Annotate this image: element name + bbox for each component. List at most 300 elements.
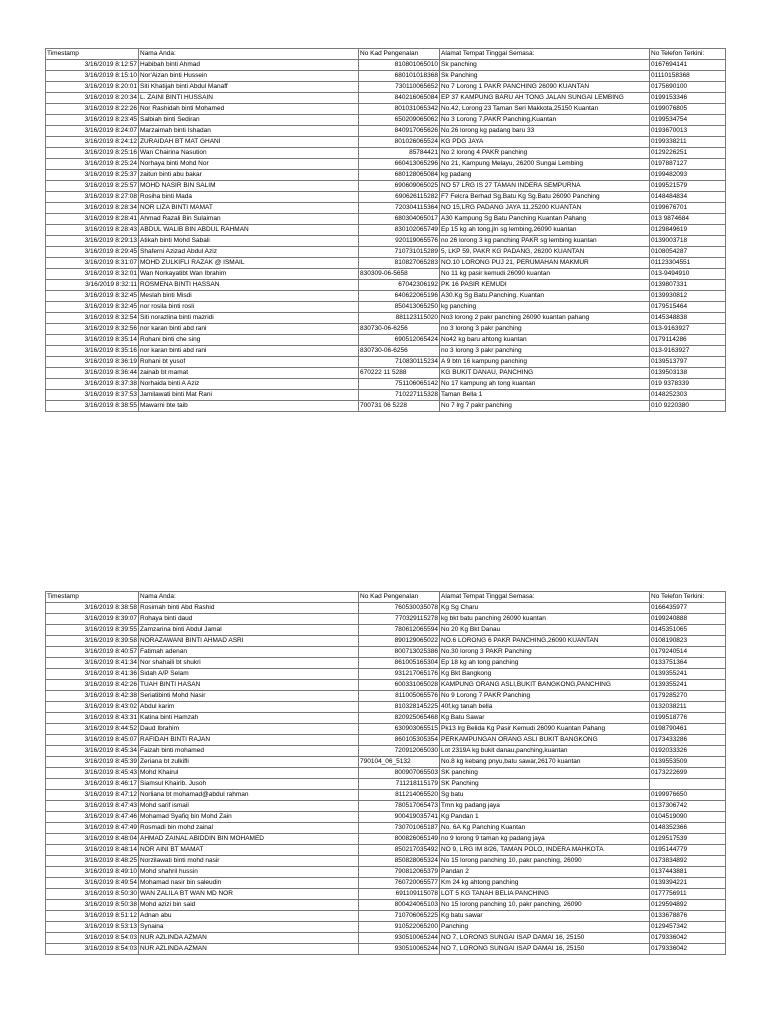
cell-address: Sg batu xyxy=(440,790,650,801)
cell-name: Mohd Khairul xyxy=(139,768,359,779)
cell-address: No42 kg baru ahtong kuantan xyxy=(440,335,650,346)
column-header-name: Nama Anda: xyxy=(139,49,359,60)
table-row xyxy=(46,900,726,911)
cell-address: No.42, Lorong 23 Taman Seri Makkota,25150 Kuantan xyxy=(440,104,650,115)
table-row xyxy=(46,137,726,148)
cell-name: Adnan abu xyxy=(139,911,359,922)
table-row xyxy=(46,933,726,944)
cell-phone xyxy=(650,779,726,790)
cell-name: MOHD NASIR BIN SALIM xyxy=(139,181,359,192)
cell-address: no 26 lorong 3 kg panching PAKR sg lembing kuantan xyxy=(440,236,650,247)
cell-name: Ahmad Razali Bin Sulaiman xyxy=(139,214,359,225)
cell-name: nor rosila binti rosli xyxy=(139,302,359,313)
cell-timestamp: 3/16/2019 8:47:49 xyxy=(46,823,139,834)
cell-address: No 2 lorong 4 PAKR panching xyxy=(440,148,650,159)
cell-name: Norhaya binti Mohd Nor xyxy=(139,159,359,170)
cell-phone: 0179285270 xyxy=(650,691,726,702)
cell-timestamp: 3/16/2019 8:23:45 xyxy=(46,115,139,126)
cell-name: Siamsul Khairib. Jusoh xyxy=(139,779,359,790)
cell-phone: 010 9220380 xyxy=(650,401,726,412)
cell-ic-number: 830730-06-6256 xyxy=(359,324,440,335)
cell-address: No. 6A Kg Panching Kuantan xyxy=(440,823,650,834)
cell-address: No.8 kg kebang pnyu,batu sawar,26170 kuantan xyxy=(440,757,650,768)
cell-name: Jamilawati binti Mat Rani xyxy=(139,390,359,401)
table-row xyxy=(46,801,726,812)
table-row xyxy=(46,203,726,214)
cell-address: KAMPUNG ORANG ASLI,BUKIT BANGKONG,PANCHING xyxy=(440,680,650,691)
cell-phone: 019 9378339 xyxy=(650,379,726,390)
table-row xyxy=(46,680,726,691)
cell-address: no 9 lorong 9 taman kg padang jaya xyxy=(440,834,650,845)
cell-timestamp: 3/16/2019 8:39:55 xyxy=(46,625,139,636)
cell-ic-number: 810827065283 xyxy=(359,258,440,269)
table-row xyxy=(46,768,726,779)
cell-name: Meslah binti Misdi xyxy=(139,291,359,302)
cell-name: zainab bt mamat xyxy=(139,368,359,379)
cell-name: Marzaimah binti Ishadan xyxy=(139,126,359,137)
cell-ic-number: 840216065084 xyxy=(359,93,440,104)
cell-timestamp: 3/16/2019 8:48:14 xyxy=(46,845,139,856)
table-row xyxy=(46,878,726,889)
cell-address: No 17 kampung ah tong kuantan xyxy=(440,379,650,390)
cell-timestamp: 3/16/2019 8:22:26 xyxy=(46,104,139,115)
table-row xyxy=(46,713,726,724)
column-header-ic-number: No Kad Pengenalan xyxy=(359,49,440,60)
cell-address: kg padang xyxy=(440,170,650,181)
cell-ic-number: 670222 11 5288 xyxy=(359,368,440,379)
cell-address: No 15 lorong panching 10, pakr panching, 26090 xyxy=(440,856,650,867)
table-row xyxy=(46,647,726,658)
cell-phone: 0129517539 xyxy=(650,834,726,845)
table-row xyxy=(46,368,726,379)
cell-name: Faizah binti mohamed xyxy=(139,746,359,757)
cell-timestamp: 3/16/2019 8:41:36 xyxy=(46,669,139,680)
cell-address: kg panching xyxy=(440,302,650,313)
cell-ic-number: 890129065022 xyxy=(359,636,440,647)
table-row xyxy=(46,126,726,137)
cell-timestamp: 3/16/2019 8:42:26 xyxy=(46,680,139,691)
cell-timestamp: 3/16/2019 8:37:38 xyxy=(46,379,139,390)
cell-address: Pk13 lrg Belida Kg Pasir Kemudi 26090 Kuantan Pahang xyxy=(440,724,650,735)
cell-ic-number: 930510065244 xyxy=(359,933,440,944)
cell-address: No 15 lorong panching 10, pakr panching, 26090 xyxy=(440,900,650,911)
cell-timestamp: 3/16/2019 8:54:03 xyxy=(46,933,139,944)
cell-phone: 0199240888 xyxy=(650,614,726,625)
cell-phone: 0195144779 xyxy=(650,845,726,856)
cell-address: Kg Batu Sawar xyxy=(440,713,650,724)
cell-phone: 0167694141 xyxy=(650,60,726,71)
cell-phone: 0175690100 xyxy=(650,82,726,93)
cell-timestamp: 3/16/2019 8:25:37 xyxy=(46,170,139,181)
cell-timestamp: 3/16/2019 8:46:17 xyxy=(46,779,139,790)
cell-phone: 0148484834 xyxy=(650,192,726,203)
cell-ic-number: 680128065084 xyxy=(359,170,440,181)
cell-phone: 0179240514 xyxy=(650,647,726,658)
cell-phone: 0197887127 xyxy=(650,159,726,170)
cell-address: NO 57 LRG IS 27 TAMAN INDERA SEMPURNA xyxy=(440,181,650,192)
cell-ic-number: 800424065103 xyxy=(359,900,440,911)
cell-name: Nor'Aizan binti Hussein xyxy=(139,71,359,82)
cell-address: kg bkt batu panching 26090 kuantan xyxy=(440,614,650,625)
cell-name: Siti norazlina binti mazridi xyxy=(139,313,359,324)
cell-ic-number: 931217065176 xyxy=(359,669,440,680)
cell-name: Mohamad nasir bin saleudin xyxy=(139,878,359,889)
cell-name: Siti Khatijah binti Abdul Manaff xyxy=(139,82,359,93)
cell-address: No 7 lrg 7 pakr panching xyxy=(440,401,650,412)
cell-ic-number: 691109115078 xyxy=(359,889,440,900)
cell-phone: 0199521579 xyxy=(650,181,726,192)
cell-address: Ep 15 kg ah tong,jln sg lembing,26090 kuantan xyxy=(440,225,650,236)
cell-address: Kg batu sawar xyxy=(440,911,650,922)
table-row xyxy=(46,192,726,203)
cell-timestamp: 3/16/2019 8:20:34 xyxy=(46,93,139,104)
column-header-timestamp: Timestamp xyxy=(46,49,139,60)
cell-timestamp: 3/16/2019 8:32:45 xyxy=(46,291,139,302)
cell-ic-number: 790812065379 xyxy=(359,867,440,878)
column-header-name: Nama Anda: xyxy=(139,592,359,603)
cell-name: TUAH BINTI HASAN xyxy=(139,680,359,691)
table-row xyxy=(46,691,726,702)
cell-address: No 9 Lorong 7 PAKR Panching xyxy=(440,691,650,702)
cell-address: A 9 btn 16 kampung panching xyxy=(440,357,650,368)
cell-timestamp: 3/16/2019 8:28:34 xyxy=(46,203,139,214)
cell-timestamp: 3/16/2019 8:31:07 xyxy=(46,258,139,269)
cell-phone: 0145351065 xyxy=(650,625,726,636)
cell-address: NO.10 LORONG PUJ 21, PERUMAHAN MAKMUR xyxy=(440,258,650,269)
cell-address: 40f,kg tanah bella xyxy=(440,702,650,713)
cell-ic-number: 710830115234 xyxy=(359,357,440,368)
cell-address: SK panching xyxy=(440,768,650,779)
cell-name: Sidah A/P Selam xyxy=(139,669,359,680)
cell-name: Mohd sarif ismail xyxy=(139,801,359,812)
cell-name: Wan Chairina Nasution xyxy=(139,148,359,159)
cell-timestamp: 3/16/2019 8:54:03 xyxy=(46,944,139,955)
cell-timestamp: 3/16/2019 8:45:07 xyxy=(46,735,139,746)
cell-name: MOHD ZULKIFLI RAZAK @ ISMAIL xyxy=(139,258,359,269)
cell-name: NORAZAWANI BINTI AHMAD ASRI xyxy=(139,636,359,647)
cell-ic-number: 780612065594 xyxy=(359,625,440,636)
cell-timestamp: 3/16/2019 8:40:57 xyxy=(46,647,139,658)
cell-address: no 3 lorong 3 pakr panching xyxy=(440,324,650,335)
cell-ic-number: 690626115282 xyxy=(359,192,440,203)
table-row xyxy=(46,735,726,746)
column-header-address: Alamat Tempat Tinggal Semasa: xyxy=(440,592,650,603)
cell-address: PERKAMPUNGAN ORANG ASLI BUKIT BANGKONG xyxy=(440,735,650,746)
cell-address: Lot 2319A kg bukit danau,panching,kuantan xyxy=(440,746,650,757)
cell-timestamp: 3/16/2019 8:28:41 xyxy=(46,214,139,225)
cell-name: ZURAIDAH BT MAT GHANI xyxy=(139,137,359,148)
cell-ic-number: 800826065149 xyxy=(359,834,440,845)
cell-ic-number: 630903065515 xyxy=(359,724,440,735)
table-row xyxy=(46,324,726,335)
cell-phone: 0137306742 xyxy=(650,801,726,812)
cell-ic-number: 881123115020 xyxy=(359,313,440,324)
cell-name: Rohaya binti daud xyxy=(139,614,359,625)
table-row xyxy=(46,335,726,346)
cell-phone: 0133678876 xyxy=(650,911,726,922)
cell-phone: 0139355241 xyxy=(650,669,726,680)
cell-address: No 26 lorong kg padang baru 33 xyxy=(440,126,650,137)
table-row xyxy=(46,757,726,768)
cell-address: NO 9, LRG IM 8/26, TAMAN POLO, INDERA MAHKOTA xyxy=(440,845,650,856)
table-row xyxy=(46,302,726,313)
cell-address: KG PDG JAYA xyxy=(440,137,650,148)
cell-phone: 0139394221 xyxy=(650,878,726,889)
cell-address: 5, LKP 59, PAKR KG PADANG, 26200 KUANTAN xyxy=(440,247,650,258)
cell-address: No 3 Lorong 7,PAKR Panching,Kuantan xyxy=(440,115,650,126)
cell-phone: 0173222699 xyxy=(650,768,726,779)
cell-phone: 0145348838 xyxy=(650,313,726,324)
table-row xyxy=(46,401,726,412)
cell-name: Norliana bt mohamad@abdul rahman xyxy=(139,790,359,801)
cell-name: Zeriana bt zulkifli xyxy=(139,757,359,768)
cell-phone: 0166435977 xyxy=(650,603,726,614)
cell-ic-number: 830309-06-5658 xyxy=(359,269,440,280)
cell-ic-number: 85784421 xyxy=(359,148,440,159)
table-row xyxy=(46,379,726,390)
cell-name: Rosiha binti Mada xyxy=(139,192,359,203)
cell-address: Sk Panching xyxy=(440,71,650,82)
table-row xyxy=(46,148,726,159)
cell-ic-number: 680304065017 xyxy=(359,214,440,225)
cell-timestamp: 3/16/2019 8:36:44 xyxy=(46,368,139,379)
cell-phone: 013 9874684 xyxy=(650,214,726,225)
cell-ic-number: 840917065626 xyxy=(359,126,440,137)
cell-ic-number: 850413065250 xyxy=(359,302,440,313)
cell-ic-number: 810801065010 xyxy=(359,60,440,71)
cell-phone: 0137443881 xyxy=(650,867,726,878)
cell-name: Wan Norkayatibt Wan Ibrahim xyxy=(139,269,359,280)
cell-address: No 20 Kg Bkt Danau xyxy=(440,625,650,636)
cell-timestamp: 3/16/2019 8:37:53 xyxy=(46,390,139,401)
cell-phone: 0179336042 xyxy=(650,944,726,955)
cell-timestamp: 3/16/2019 8:25:16 xyxy=(46,148,139,159)
cell-address: LOT 5 KG TANAH BELIA PANCHING xyxy=(440,889,650,900)
cell-ic-number: 690609065025 xyxy=(359,181,440,192)
cell-timestamp: 3/16/2019 8:50:38 xyxy=(46,900,139,911)
cell-name: L. ZAINI BINTI HUSSAIN xyxy=(139,93,359,104)
cell-phone: 01123304551 xyxy=(650,258,726,269)
cell-address: Tmn kg padang jaya xyxy=(440,801,650,812)
cell-timestamp: 3/16/2019 8:24:07 xyxy=(46,126,139,137)
table-row xyxy=(46,889,726,900)
cell-phone: 0199338211 xyxy=(650,137,726,148)
cell-timestamp: 3/16/2019 8:41:34 xyxy=(46,658,139,669)
cell-ic-number: 861005165304 xyxy=(359,658,440,669)
cell-phone: 0179114286 xyxy=(650,335,726,346)
cell-name: Rohani bt yusof xyxy=(139,357,359,368)
table-row xyxy=(46,269,726,280)
cell-ic-number: 711218115179 xyxy=(359,779,440,790)
cell-ic-number: 730110065652 xyxy=(359,82,440,93)
cell-ic-number: 770329115278 xyxy=(359,614,440,625)
cell-address: A30.Kg Sg Batu.Panching. Kuantan xyxy=(440,291,650,302)
cell-ic-number: 720912065030 xyxy=(359,746,440,757)
cell-ic-number: 810328145225 xyxy=(359,702,440,713)
column-header-ic-number: No Kad Pengenalan xyxy=(359,592,440,603)
cell-ic-number: 780517065473 xyxy=(359,801,440,812)
table-row xyxy=(46,867,726,878)
cell-phone: 0179515464 xyxy=(650,302,726,313)
cell-ic-number: 790104_06_5132 xyxy=(359,757,440,768)
cell-ic-number: 910522065200 xyxy=(359,922,440,933)
cell-phone: 0129226251 xyxy=(650,148,726,159)
column-header-phone: No Telefon Terkini: xyxy=(650,49,726,60)
cell-timestamp: 3/16/2019 8:47:43 xyxy=(46,801,139,812)
cell-phone: 01110158368 xyxy=(650,71,726,82)
cell-timestamp: 3/16/2019 8:32:45 xyxy=(46,302,139,313)
cell-phone: 0139807331 xyxy=(650,280,726,291)
cell-address: KG BUKIT DANAU, PANCHING xyxy=(440,368,650,379)
cell-timestamp: 3/16/2019 8:39:58 xyxy=(46,636,139,647)
cell-ic-number: 600331065028 xyxy=(359,680,440,691)
cell-timestamp: 3/16/2019 8:29:13 xyxy=(46,236,139,247)
cell-name: Katina binti Hamzah xyxy=(139,713,359,724)
column-header-timestamp: Timestamp xyxy=(46,592,139,603)
cell-ic-number: 751106065142 xyxy=(359,379,440,390)
cell-phone: 0129457342 xyxy=(650,922,726,933)
cell-ic-number: 820925065468 xyxy=(359,713,440,724)
cell-name: Synaina xyxy=(139,922,359,933)
cell-name: nor karan binti abd rani xyxy=(139,346,359,357)
cell-phone: 0173834892 xyxy=(650,856,726,867)
cell-name: Nor shahaili bt shukri xyxy=(139,658,359,669)
cell-timestamp: 3/16/2019 8:25:57 xyxy=(46,181,139,192)
cell-timestamp: 3/16/2019 8:32:54 xyxy=(46,313,139,324)
cell-timestamp: 3/16/2019 8:44:52 xyxy=(46,724,139,735)
table-row xyxy=(46,856,726,867)
cell-ic-number: 760720065577 xyxy=(359,878,440,889)
cell-timestamp: 3/16/2019 8:27:08 xyxy=(46,192,139,203)
cell-timestamp: 3/16/2019 8:45:43 xyxy=(46,768,139,779)
column-header-phone: No Telefon Terkini: xyxy=(650,592,726,603)
cell-phone: 0199076805 xyxy=(650,104,726,115)
cell-ic-number: 801031065342 xyxy=(359,104,440,115)
table-row xyxy=(46,724,726,735)
cell-timestamp: 3/16/2019 8:20:01 xyxy=(46,82,139,93)
cell-name: NUR AZLINDA AZMAN xyxy=(139,933,359,944)
cell-name: Atikah binti Mohd Sabali xyxy=(139,236,359,247)
cell-name: Fatimah adenan xyxy=(139,647,359,658)
cell-name: Mohamad Syafiq bin Mohd Zain xyxy=(139,812,359,823)
table-row xyxy=(46,779,726,790)
cell-timestamp: 3/16/2019 8:48:04 xyxy=(46,834,139,845)
cell-timestamp: 3/16/2019 8:50:30 xyxy=(46,889,139,900)
cell-phone: 0199482093 xyxy=(650,170,726,181)
cell-ic-number: 730701065187 xyxy=(359,823,440,834)
sheet-table-2 xyxy=(45,591,726,955)
table-row xyxy=(46,812,726,823)
table-row xyxy=(46,625,726,636)
table-row xyxy=(46,236,726,247)
cell-address: Ep 18 kg ah tong panching xyxy=(440,658,650,669)
cell-timestamp: 3/16/2019 8:38:55 xyxy=(46,401,139,412)
cell-phone: 0173433286 xyxy=(650,735,726,746)
cell-name: nor karan binti abd rani xyxy=(139,324,359,335)
table-row xyxy=(46,313,726,324)
cell-timestamp: 3/16/2019 8:29:45 xyxy=(46,247,139,258)
table-row xyxy=(46,181,726,192)
cell-address: NO 15,LRG PADANG JAYA 11,25200 KUANTAN xyxy=(440,203,650,214)
cell-timestamp: 3/16/2019 8:49:54 xyxy=(46,878,139,889)
cell-phone: 0193670013 xyxy=(650,126,726,137)
cell-phone: 0139930812 xyxy=(650,291,726,302)
cell-name: Seriatibinti Mohd Nasir xyxy=(139,691,359,702)
cell-phone: 0139003718 xyxy=(650,236,726,247)
cell-phone: 0139355241 xyxy=(650,680,726,691)
table-row xyxy=(46,291,726,302)
cell-phone: 0133751364 xyxy=(650,658,726,669)
cell-phone: 0199518776 xyxy=(650,713,726,724)
table-row xyxy=(46,159,726,170)
cell-timestamp: 3/16/2019 8:53:13 xyxy=(46,922,139,933)
cell-phone: 0199676701 xyxy=(650,203,726,214)
cell-phone: 0139513797 xyxy=(650,357,726,368)
cell-phone: 0129849619 xyxy=(650,225,726,236)
cell-timestamp: 3/16/2019 8:32:56 xyxy=(46,324,139,335)
cell-address: Kg Pandan 1 xyxy=(440,812,650,823)
cell-timestamp: 3/16/2019 8:15:10 xyxy=(46,71,139,82)
cell-name: Mohd azizi bin said xyxy=(139,900,359,911)
cell-phone: 0199976650 xyxy=(650,790,726,801)
cell-address: Kg Bkt Bangkong xyxy=(440,669,650,680)
cell-name: Rosmadi bin mohd zainal xyxy=(139,823,359,834)
table-row xyxy=(46,82,726,93)
cell-ic-number: 690512065424 xyxy=(359,335,440,346)
cell-ic-number: 67042306192 xyxy=(359,280,440,291)
table-row xyxy=(46,71,726,82)
cell-address: no 3 lorong 3 pakr panching xyxy=(440,346,650,357)
table-row xyxy=(46,390,726,401)
cell-phone: 0108190823 xyxy=(650,636,726,647)
cell-phone: 0108054287 xyxy=(650,247,726,258)
cell-phone: 0104519090 xyxy=(650,812,726,823)
cell-phone: 0148252303 xyxy=(650,390,726,401)
cell-timestamp: 3/16/2019 8:35:14 xyxy=(46,335,139,346)
table-row xyxy=(46,823,726,834)
cell-ic-number: 710706065225 xyxy=(359,911,440,922)
cell-timestamp: 3/16/2019 8:38:58 xyxy=(46,603,139,614)
cell-phone: 0199153346 xyxy=(650,93,726,104)
cell-timestamp: 3/16/2019 8:45:39 xyxy=(46,757,139,768)
cell-timestamp: 3/16/2019 8:42:38 xyxy=(46,691,139,702)
cell-ic-number: 830102065749 xyxy=(359,225,440,236)
cell-name: ROSMENA BINTI HASSAN xyxy=(139,280,359,291)
cell-name: Salbiah binti Sediran xyxy=(139,115,359,126)
cell-timestamp: 3/16/2019 8:32:11 xyxy=(46,280,139,291)
cell-address: Sk panching xyxy=(440,60,650,71)
cell-ic-number: 660413065296 xyxy=(359,159,440,170)
cell-address: No 11 kg pasir kemudi 26090 kuantan xyxy=(440,269,650,280)
cell-timestamp: 3/16/2019 8:45:34 xyxy=(46,746,139,757)
cell-ic-number: 811214065520 xyxy=(359,790,440,801)
cell-ic-number: 900419035741 xyxy=(359,812,440,823)
cell-phone: 0192033326 xyxy=(650,746,726,757)
cell-name: WAN ZALILA BT WAN MD NOR xyxy=(139,889,359,900)
cell-phone: 0198790461 xyxy=(650,724,726,735)
cell-ic-number: 800907065503 xyxy=(359,768,440,779)
cell-ic-number: 860105305354 xyxy=(359,735,440,746)
cell-ic-number: 850828065324 xyxy=(359,856,440,867)
cell-phone: 0177756911 xyxy=(650,889,726,900)
cell-ic-number: 850217035492 xyxy=(359,845,440,856)
table-row xyxy=(46,702,726,713)
cell-timestamp: 3/16/2019 8:39:07 xyxy=(46,614,139,625)
table-row xyxy=(46,346,726,357)
header-row xyxy=(46,592,726,603)
cell-name: Norzilawati binti mohd nasir xyxy=(139,856,359,867)
cell-address: NO 7, LORONG SUNGAI ISAP DAMAI 16, 25150 xyxy=(440,944,650,955)
